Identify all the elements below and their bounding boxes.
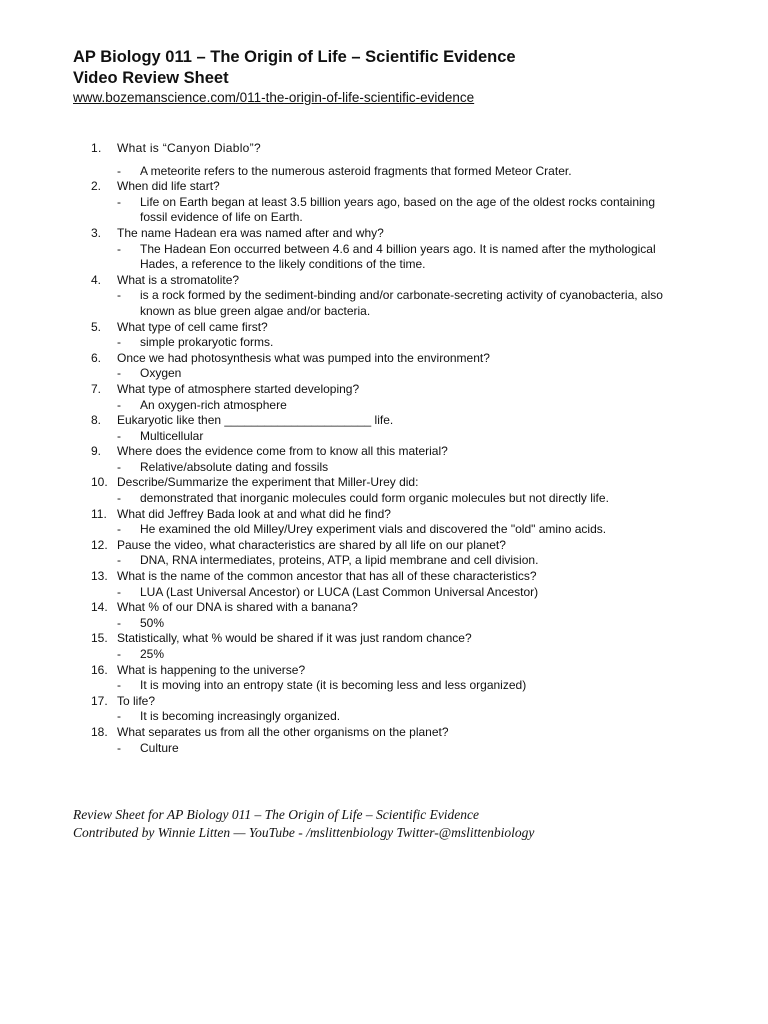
list-item: [91, 507, 671, 538]
answer-text: Oxygen: [140, 366, 182, 381]
answer-bullet: -: [117, 615, 121, 630]
list-item: [91, 351, 671, 382]
answer-row: [91, 242, 671, 273]
question-list: [91, 141, 671, 756]
question-row: [91, 725, 671, 741]
source-url-link[interactable]: www.bozemanscience.com/011-the-origin-of-life-scientific-evidence: [73, 90, 475, 105]
answer-text: DNA, RNA intermediates, proteins, ATP, a lipid membrane and cell division.: [140, 553, 539, 568]
answer-bullet: -: [117, 647, 121, 661]
answer-text: Relative/absolute dating and fossils: [140, 459, 329, 474]
question-text: Statistically, what % would be shared if it was just random chance?: [117, 631, 472, 646]
answer-row: [91, 335, 671, 351]
question-number: 10.: [91, 475, 108, 490]
question-text: What type of atmosphere started developing?: [117, 381, 360, 396]
question-row: [91, 538, 671, 554]
footer-contributor-line: Contributed by Winnie Litten — YouTube - /mslittenbiology Twitter-@mslittenbiology: [73, 825, 535, 840]
answer-text: Culture: [140, 740, 179, 755]
question-number: 3.: [91, 225, 102, 240]
answer-row: [91, 164, 671, 180]
list-item: [91, 663, 671, 694]
question-text: What is “Canyon Diablo”?: [117, 141, 261, 155]
answer-text: LUA (Last Universal Ancestor) or LUCA (Last Common Universal Ancestor): [140, 584, 539, 599]
document-footer: [73, 806, 534, 842]
list-item: [91, 631, 671, 662]
answer-row: [91, 195, 671, 226]
answer-row: [91, 585, 671, 601]
question-row: [91, 444, 671, 460]
list-item: [91, 141, 671, 179]
question-number: 9.: [91, 444, 102, 459]
answer-text: 50%: [140, 615, 165, 630]
question-text: To life?: [117, 693, 156, 708]
answer-row: [91, 553, 671, 569]
answer-bullet: -: [117, 241, 121, 256]
list-item: [91, 382, 671, 413]
question-row: [91, 351, 671, 367]
list-item: [91, 475, 671, 506]
answer-row: [91, 288, 671, 319]
question-number: 12.: [91, 537, 108, 552]
answer-row: [91, 398, 671, 414]
question-text: What is a stromatolite?: [117, 272, 240, 287]
question-row: [91, 631, 671, 647]
answer-text: simple prokaryotic forms.: [140, 335, 274, 350]
answer-row: [91, 709, 671, 725]
answer-bullet: -: [117, 740, 121, 755]
question-number: 7.: [91, 381, 102, 396]
document-header: [73, 47, 516, 107]
list-item: [91, 538, 671, 569]
question-text: What % of our DNA is shared with a banana?: [117, 600, 358, 615]
question-row: [91, 507, 671, 523]
question-row: [91, 141, 671, 157]
list-item: [91, 725, 671, 756]
question-row: [91, 273, 671, 289]
question-number: 2.: [91, 179, 102, 194]
answer-bullet: -: [117, 491, 121, 506]
question-text: What separates us from all the other organisms on the planet?: [117, 724, 449, 739]
answer-text: A meteorite refers to the numerous asteroid fragments that formed Meteor Crater.: [140, 163, 572, 178]
answer-bullet: -: [117, 335, 121, 350]
question-row: [91, 179, 671, 195]
question-text: Describe/Summarize the experiment that Miller-Urey did:: [117, 475, 419, 490]
question-number: 1.: [91, 141, 102, 155]
answer-bullet: -: [117, 522, 121, 537]
answer-bullet: -: [117, 397, 121, 412]
answer-text: An oxygen-rich atmosphere: [140, 397, 287, 412]
answer-row: [91, 647, 671, 663]
answer-text: Multicellular: [140, 428, 204, 443]
list-item: [91, 444, 671, 475]
question-text: What did Jeffrey Bada look at and what did he find?: [117, 506, 391, 521]
question-row: [91, 413, 671, 429]
answer-bullet: -: [117, 194, 121, 209]
answer-row: [91, 460, 671, 476]
question-text: The name Hadean era was named after and why?: [117, 225, 384, 240]
question-text: Pause the video, what characteristics are shared by all life on our planet?: [117, 537, 506, 552]
answer-row: [91, 522, 671, 538]
list-item: [91, 273, 671, 320]
question-text: What is happening to the universe?: [117, 662, 306, 677]
question-row: [91, 694, 671, 710]
answer-text: 25%: [140, 647, 165, 661]
question-text: What type of cell came first?: [117, 319, 268, 334]
answer-row: [91, 429, 671, 445]
answer-row: [91, 741, 671, 757]
question-text: When did life start?: [117, 179, 220, 194]
question-row: [91, 226, 671, 242]
list-item: [91, 320, 671, 351]
question-number: 18.: [91, 724, 108, 739]
document-title: AP Biology 011 – The Origin of Life – Scientific Evidence: [73, 48, 516, 66]
answer-row: [91, 616, 671, 632]
answer-bullet: -: [117, 366, 121, 381]
question-number: 11.: [91, 506, 107, 521]
answer-row: [91, 491, 671, 507]
question-number: 17.: [91, 693, 108, 708]
answer-text: It is moving into an entropy state (it is becoming less and less organized): [140, 678, 527, 693]
question-text: What is the name of the common ancestor that has all of these characteristics?: [117, 569, 537, 584]
list-item: [91, 694, 671, 725]
document-subtitle: Video Review Sheet: [73, 69, 229, 87]
answer-text: is a rock formed by the sediment-binding and/or carbonate-secreting activity of cyanobacteria, also known as blue green algae and/or bacteria.: [140, 288, 663, 318]
answer-bullet: -: [117, 709, 121, 724]
footer-review-line: Review Sheet for AP Biology 011 – The Origin of Life – Scientific Evidence: [73, 807, 480, 822]
answer-row: [91, 678, 671, 694]
question-text: Once we had photosynthesis what was pumped into the environment?: [117, 350, 490, 365]
question-row: [91, 475, 671, 491]
question-number: 8.: [91, 413, 102, 428]
question-number: 4.: [91, 272, 102, 287]
answer-text: It is becoming increasingly organized.: [140, 709, 341, 724]
answer-bullet: -: [117, 584, 121, 599]
list-item: [91, 179, 671, 226]
answer-bullet: -: [117, 459, 121, 474]
question-row: [91, 569, 671, 585]
answer-bullet: -: [117, 428, 121, 443]
question-number: 5.: [91, 319, 102, 334]
list-item: [91, 226, 671, 273]
answer-row: [91, 366, 671, 382]
question-row: [91, 600, 671, 616]
answer-text: He examined the old Milley/Urey experiment vials and discovered the "old" amino acids.: [140, 522, 607, 537]
question-number: 16.: [91, 662, 108, 677]
question-row: [91, 382, 671, 398]
list-item: [91, 600, 671, 631]
answer-bullet: -: [117, 553, 121, 568]
question-row: [91, 320, 671, 336]
list-item: [91, 413, 671, 444]
question-number: 6.: [91, 350, 102, 365]
question-text: Eukaryotic like then ______________________ life.: [117, 413, 394, 428]
question-number: 13.: [91, 569, 108, 584]
question-number: 15.: [91, 631, 108, 646]
question-row: [91, 663, 671, 679]
question-number: 14.: [91, 600, 108, 615]
question-text: Where does the evidence come from to know all this material?: [117, 444, 448, 459]
answer-text: The Hadean Eon occurred between 4.6 and 4 billion years ago. It is named after the mythological Hades, a reference to the likely conditions of the time.: [140, 241, 656, 272]
answer-bullet: -: [117, 288, 121, 303]
answer-bullet: -: [117, 163, 121, 178]
answer-text: Life on Earth began at least 3.5 billion years ago, based on the age of the oldest rocks containing fossil evidence of life on Earth.: [140, 194, 656, 225]
answer-bullet: -: [117, 678, 121, 693]
answer-text: demonstrated that inorganic molecules could form organic molecules but not directly life.: [140, 491, 609, 506]
list-item: [91, 569, 671, 600]
